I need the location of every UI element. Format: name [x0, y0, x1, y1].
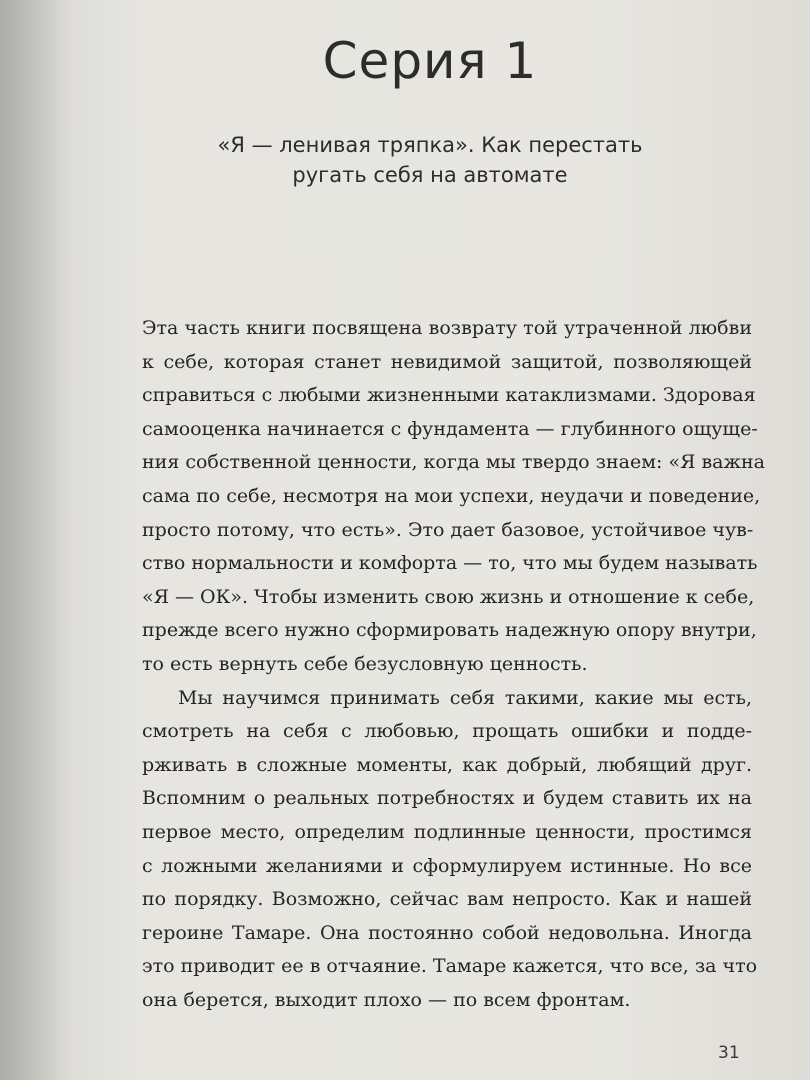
text-line: героине Тамаре. Она постоянно собой недовольна. Иногда	[142, 921, 752, 944]
text-line: Мы научимся принимать себя такими, какие мы есть,	[178, 686, 752, 709]
text-line: рживать в сложные моменты, как добрый, любящий друг.	[142, 753, 752, 776]
text-line: смотреть на себя с любовью, прощать ошибки и подде-	[142, 720, 752, 743]
chapter-subtitle-line: ругать себя на автомате	[292, 163, 568, 187]
text-line: сама по себе, несмотря на мои успехи, неудачи и поведение,	[142, 484, 761, 507]
text-line: по порядку. Возможно, сейчас вам непросто. Как и нашей	[142, 888, 752, 911]
text-line: просто потому, что есть». Это дает базовое, устойчивое чув-	[142, 518, 754, 541]
text-line: «Я — ОК». Чтобы изменить свою жизнь и отношение к себе,	[142, 585, 755, 608]
text-line: это приводит ее в отчаяние. Тамаре кажется, что все, за что	[142, 955, 758, 978]
page-gutter-shadow	[0, 0, 70, 1080]
text-line: справиться с любыми жизненными катаклизмами. Здоровая	[142, 384, 756, 407]
text-line: самооценка начинается с фундамента — глубинного ощуще-	[142, 417, 758, 440]
text-line: первое место, определим подлинные ценности, простимся	[142, 820, 752, 843]
chapter-subtitle-line: «Я — ленивая тряпка». Как перестать	[217, 133, 643, 157]
body-text	[142, 312, 765, 1017]
chapter-subtitle	[150, 130, 710, 190]
text-line: прежде всего нужно сформировать надежную опору внутри,	[142, 619, 757, 642]
page-number: 31	[718, 1043, 740, 1063]
text-line: она берется, выходит плохо — по всем фронтам.	[142, 988, 631, 1011]
text-line: Вспомним о реальных потребностях и будем ставить их на	[142, 787, 752, 810]
text-line: с ложными желаниями и сформулируем истинные. Но все	[142, 854, 752, 877]
text-line: ство нормальности и комфорта — то, что мы будем называть	[142, 552, 758, 575]
paragraph-1	[142, 312, 765, 682]
paragraph-2	[142, 682, 758, 1018]
text-line: к себе, которая станет невидимой защитой, позволяющей	[142, 350, 752, 373]
text-line: Эта часть книги посвящена возврату той утраченной любви	[142, 317, 752, 339]
text-line: то есть вернуть себе безусловную ценность.	[142, 652, 588, 675]
chapter-title: Серия 1	[322, 32, 538, 90]
text-line: ния собственной ценности, когда мы твердо знаем: «Я важна	[142, 451, 765, 474]
